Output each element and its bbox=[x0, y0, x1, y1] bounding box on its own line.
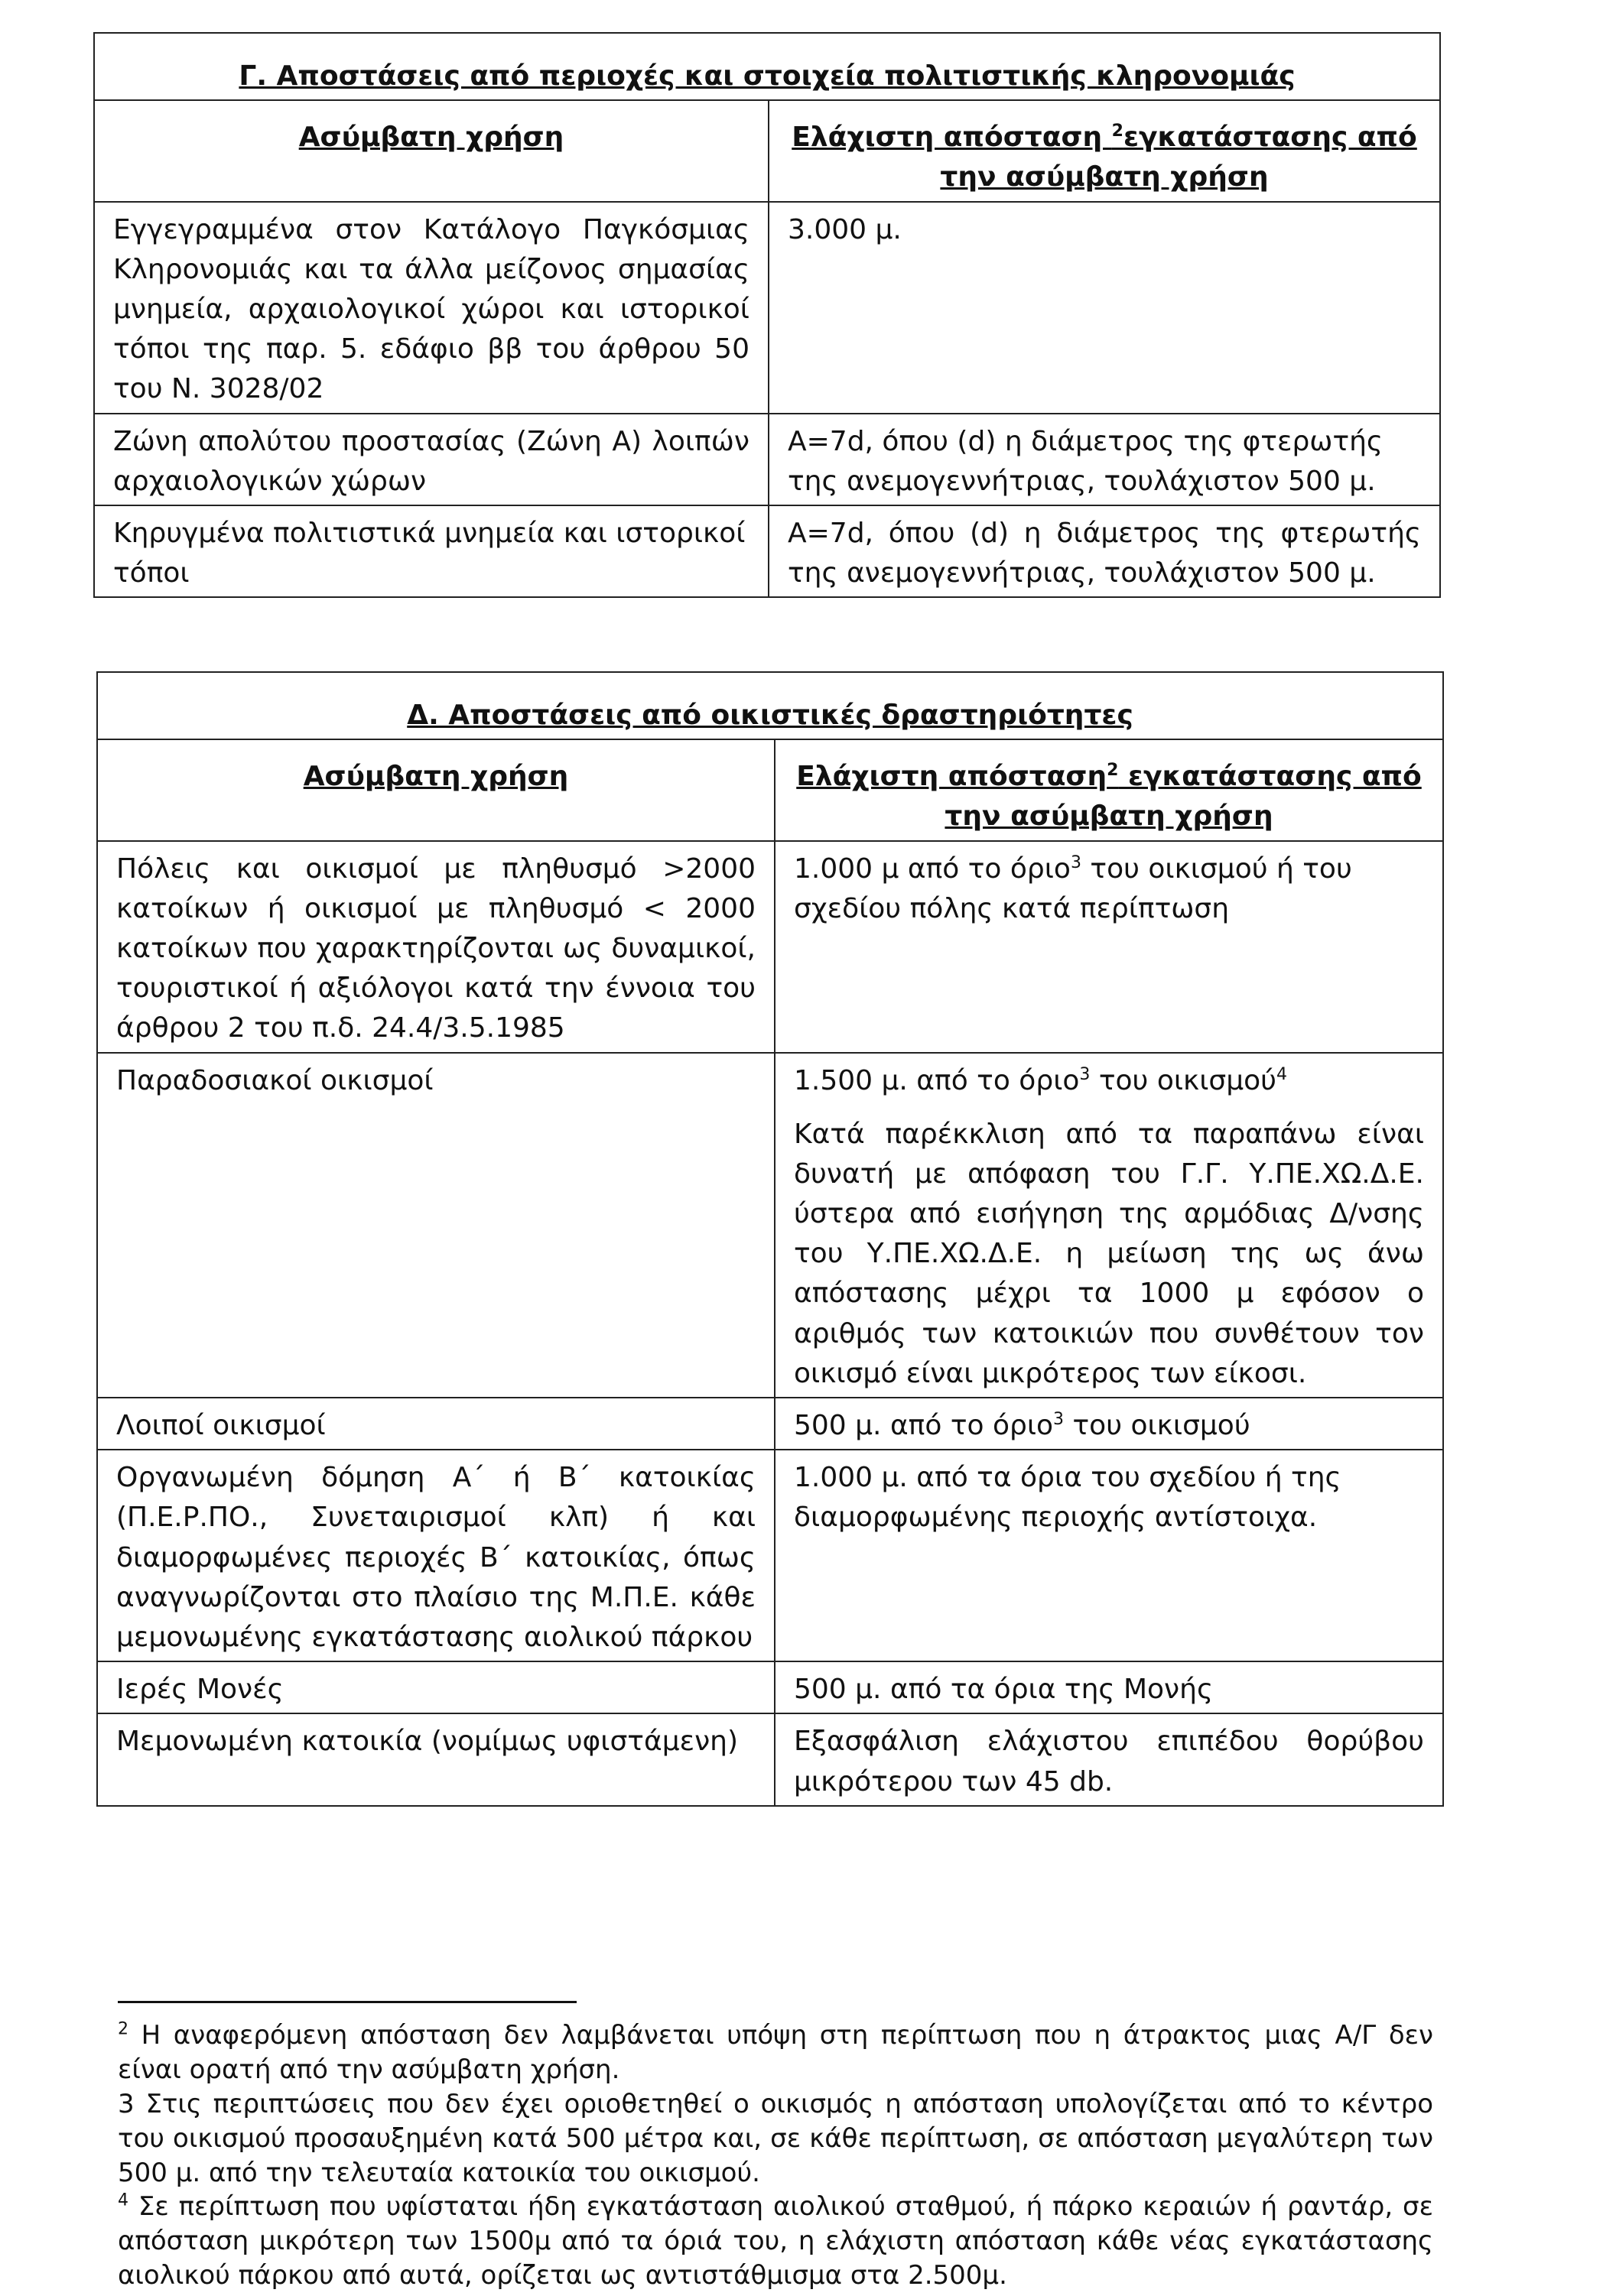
section-g-col2-header: Ελάχιστη απόσταση $^2$εγκατάστασης από την ασύμβατη χρήση bbox=[769, 100, 1440, 201]
min-distance-cell: 1.000 μ. από τα όρια του σχεδίου ή της διαμορφωμένης περιοχής αντίστοιχα. bbox=[775, 1450, 1443, 1661]
table-row bbox=[97, 1450, 1443, 1661]
footnote-4: $^4$ Σε περίπτωση που υφίσταται ήδη εγκατάσταση αιολικού σταθμού, ή πάρκο κεραιών ή ραντάρ, σε απόσταση μικρότερη των 1500μ από τα όριά του, η ελάχιστη απόσταση κάθε νέας εγκατάστασης αιολικού πάρκου από αυτά, ορίζεται ως αντιστάθμισμα στα 2.500μ. bbox=[118, 2191, 1433, 2291]
incompatible-use-cell: Κηρυγμένα πολιτιστικά μνημεία και ιστορικοί τόποι bbox=[94, 505, 769, 597]
incompatible-use-cell: Παραδοσιακοί οικισμοί bbox=[97, 1053, 775, 1398]
footnote-3: 3 Στις περιπτώσεις που δεν έχει οριοθετηθεί ο οικισμός η απόσταση υπολογίζεται από το κέντρο του οικισμού προσαυξημένη κατά 500 μέτρα και, σε κάθε περίπτωση, σε απόσταση μεγαλύτερη των 500 μ. από την τελευταία κατοικία του οικισμού. bbox=[118, 2088, 1433, 2188]
incompatible-use-cell: Μεμονωμένη κατοικία (νομίμως υφιστάμενη) bbox=[97, 1713, 775, 1805]
incompatible-use-cell: Ζώνη απολύτου προστασίας (Ζώνη Α) λοιπών αρχαιολογικών χώρων bbox=[94, 414, 769, 505]
min-distance-cell: 500 μ. από το όριο$^3$ του οικισμού bbox=[775, 1398, 1443, 1450]
min-distance-cell: Α=7d, όπου (d) η διάμετρος της φτερωτής της ανεμογεννήτριας, τουλάχιστον 500 μ. bbox=[769, 414, 1440, 505]
min-distance-cell: 3.000 μ. bbox=[769, 202, 1440, 414]
min-distance-cell: 1.500 μ. από το όριο$^3$ του οικισμού$^4$ Κατά παρέκκλιση από τα παραπάνω είναι δυνατή με απόφαση του Γ.Γ. Υ.ΠΕ.ΧΩ.Δ.Ε. ύστερα από εισήγηση της αρμόδιας Δ/νσης του Υ.ΠΕ.ΧΩ.Δ.Ε. η μείωση της ως άνω απόστασης μέχρι τα 1000 μ εφόσον ο αριθμός των κατοικιών που συνθέτουν τον οικισμό είναι μικρότερος των είκοσι. bbox=[775, 1053, 1443, 1398]
section-d-col1-header: Ασύμβατη χρήση bbox=[97, 739, 775, 840]
section-d-title: Δ. Αποστάσεις από οικιστικές δραστηριότητες bbox=[97, 672, 1443, 739]
incompatible-use-cell: Οργανωμένη δόμηση Α΄ ή Β΄ κατοικίας (Π.Ε.Ρ.ΠΟ., Συνεταιρισμοί κλπ) ή και διαμορφωμένες περιοχές Β΄ κατοικίας, όπως αναγνωρίζονται στο πλαίσιο της Μ.Π.Ε. κάθε μεμονωμένης εγκατάστασης αιολικού πάρκου bbox=[97, 1450, 775, 1661]
table-row bbox=[97, 1713, 1443, 1805]
table-row bbox=[97, 1398, 1443, 1450]
residential-distances-table bbox=[96, 671, 1444, 1807]
table-row bbox=[94, 202, 1440, 414]
table-row bbox=[97, 1053, 1443, 1398]
min-distance-cell: 500 μ. από τα όρια της Μονής bbox=[775, 1661, 1443, 1713]
footnote-2: $^2$ Η αναφερόμενη απόσταση δεν λαμβάνεται υπόψη στη περίπτωση που η άτρακτος μιας Α/Γ δεν είναι ορατή από την ασύμβατη χρήση. bbox=[118, 2019, 1433, 2085]
incompatible-use-cell: Λοιποί οικισμοί bbox=[97, 1398, 775, 1450]
min-distance-cell: Εξασφάλιση ελάχιστου επιπέδου θορύβου μικρότερου των 45 db. bbox=[775, 1713, 1443, 1805]
incompatible-use-cell: Ιερές Μονές bbox=[97, 1661, 775, 1713]
section-g-col1-header: Ασύμβατη χρήση bbox=[94, 100, 769, 201]
table-row bbox=[97, 841, 1443, 1053]
section-g-title: Γ. Αποστάσεις από περιοχές και στοιχεία πολιτιστικής κληρονομιάς bbox=[94, 33, 1440, 100]
section-d-col2-header: Ελάχιστη απόσταση$^2$ εγκατάστασης από την ασύμβατη χρήση bbox=[775, 739, 1443, 840]
incompatible-use-cell: Πόλεις και οικισμοί με πληθυσμό >2000 κατοίκων ή οικισμοί με πληθυσμό < 2000 κατοίκων που χαρακτηρίζονται ως δυναμικοί, τουριστικοί ή αξιόλογοι κατά την έννοια του άρθρου 2 του π.δ. 24.4/3.5.1985 bbox=[97, 841, 775, 1053]
derogation-note: Κατά παρέκκλιση από τα παραπάνω είναι δυνατή με απόφαση του Γ.Γ. Υ.ΠΕ.ΧΩ.Δ.Ε. ύστερα από εισήγηση της αρμόδιας Δ/νσης του Υ.ΠΕ.ΧΩ.Δ.Ε. η μείωση της ως άνω απόστασης μέχρι τα 1000 μ εφόσον ο αριθμός των κατοικιών που συνθέτουν τον οικισμό είναι μικρότερος των είκοσι. bbox=[794, 1118, 1424, 1389]
table-row bbox=[97, 1661, 1443, 1713]
incompatible-use-cell: Εγγεγραμμένα στον Κατάλογο Παγκόσμιας Κληρονομιάς και τα άλλα μείζονος σημασίας μνημεία, αρχαιολογικοί χώροι και ιστορικοί τόποι της παρ. 5. εδάφιο ββ του άρθρου 50 του Ν. 3028/02 bbox=[94, 202, 769, 414]
min-distance-cell: Α=7d, όπου (d) η διάμετρος της φτερωτής της ανεμογεννήτριας, τουλάχιστον 500 μ. bbox=[769, 505, 1440, 597]
footnote-separator bbox=[118, 2001, 577, 2003]
cultural-heritage-distances-table bbox=[93, 32, 1441, 598]
table-row bbox=[94, 505, 1440, 597]
min-distance-cell: 1.000 μ από το όριο$^3$ του οικισμού ή του σχεδίου πόλης κατά περίπτωση bbox=[775, 841, 1443, 1053]
table-row bbox=[94, 414, 1440, 505]
footnotes bbox=[118, 2018, 1433, 2293]
